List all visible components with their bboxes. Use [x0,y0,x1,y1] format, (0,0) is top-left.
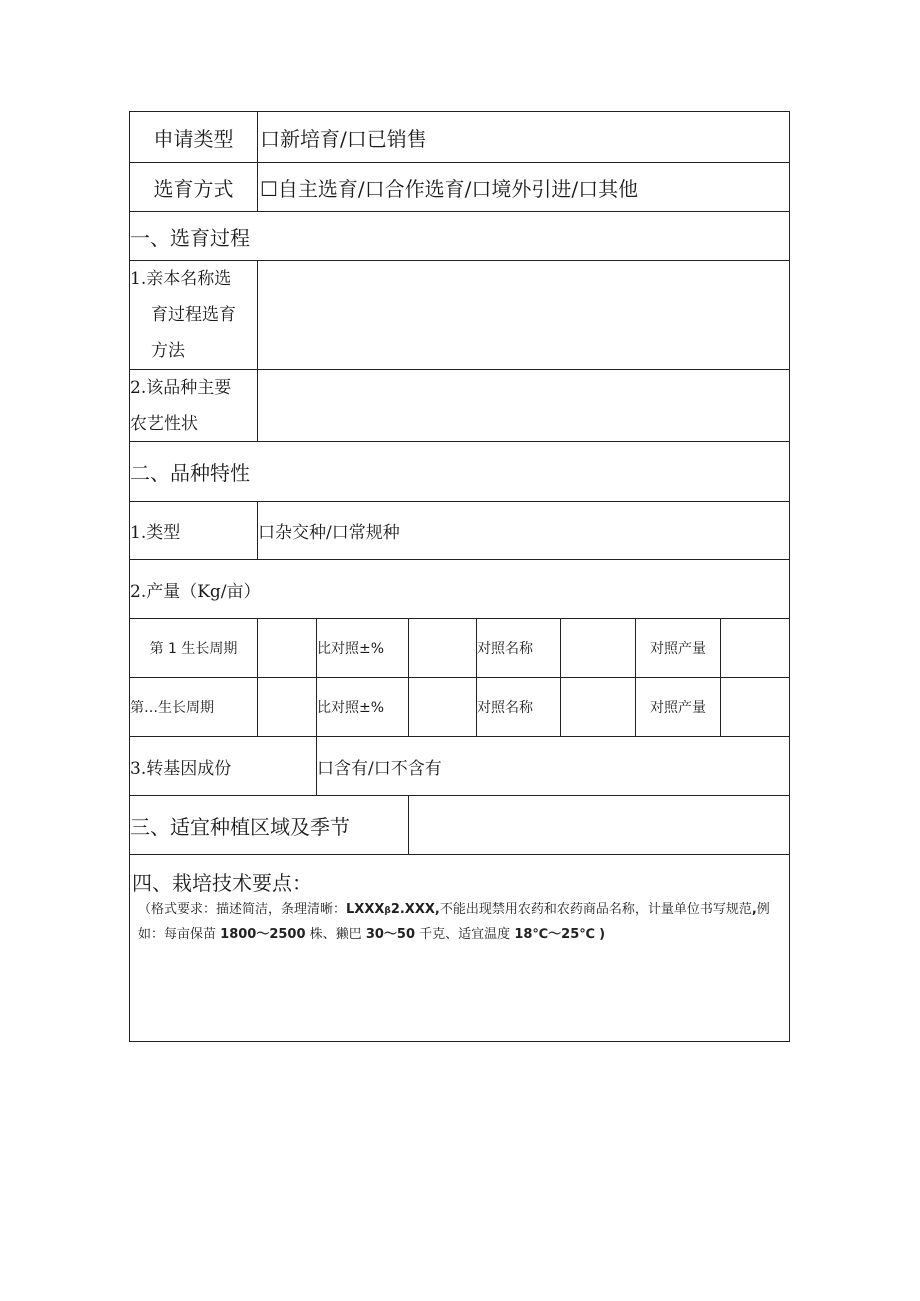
note-part-c: β [384,906,391,916]
yield-row2-period: 第…生长周期 [130,677,257,736]
note-part-f: , [751,902,757,917]
note-part-g: 例如：每亩保苗 [138,902,770,942]
agronomic-traits-label [130,369,257,441]
yield-row1-compare: 比对照±% [316,618,408,677]
type-options[interactable]: 口杂交种/口常规种 [257,501,789,559]
planting-region-field[interactable] [408,795,789,854]
agronomic-traits-label-line1: 2.该品种主要 [130,377,232,398]
yield-row2-compare-value[interactable] [408,677,476,736]
section2-title: 二、品种特性 [130,441,789,501]
parent-name-label [130,260,257,369]
section3-title: 三、适宜种植区域及季节 [130,795,408,854]
agronomic-traits-label-line2: 农艺性状 [130,413,198,434]
yield-row1-control-yield: 对照产量 [635,618,720,677]
yield-row1-compare-value[interactable] [408,618,476,677]
gmo-label: 3.转基因成份 [130,736,316,795]
note-part-j: 30〜50 [365,927,416,942]
yield-row2-period-value[interactable] [257,677,316,736]
cultivation-section[interactable] [130,854,789,1041]
note-part-k: 千克、适宜温度 [419,927,511,942]
application-type-label: 申请类型 [153,126,234,151]
note-part-m: ) [599,927,606,942]
yield-row1-period-value[interactable] [257,618,316,677]
type-label: 1.类型 [130,501,257,559]
section4-title: 四、栽培技术要点： [132,871,312,895]
note-part-h: 1800〜2500 [220,927,306,942]
yield-row2-control-name: 对照名称 [476,677,560,736]
note-part-d: 2.XXX, [390,902,440,917]
parent-name-field[interactable] [257,260,789,369]
note-part-e: 不能出现禁用农药和农药商品名称，计量单位书写规范 [439,902,752,917]
yield-row1-control-yield-value[interactable] [720,618,789,677]
gmo-options[interactable]: 口含有/口不含有 [316,736,789,795]
note-part-b: LXXX [346,902,385,917]
yield-label: 2.产量（Kg/亩） [130,559,789,618]
note-part-l: 18℃〜25℃ [514,927,595,942]
section1-title: 一、选育过程 [130,211,789,260]
breeding-method-options[interactable]: ☐自主选育/口合作选育/口境外引进/口其他 [257,162,789,211]
parent-name-label-line2: 育过程选育 [151,305,236,325]
yield-row2-compare: 比对照±% [316,677,408,736]
yield-row2-control-name-value[interactable] [560,677,635,736]
yield-row1-control-name: 对照名称 [476,618,560,677]
variety-form [129,111,790,1042]
yield-row1-control-name-value[interactable] [560,618,635,677]
agronomic-traits-field[interactable] [257,369,789,441]
yield-row1-period: 第 1 生长周期 [130,618,257,677]
format-requirements-note [138,898,783,946]
note-part-i: 株、獭巴 [309,927,362,942]
yield-row2-control-yield: 对照产量 [635,677,720,736]
parent-name-label-line3: 方法 [151,341,185,361]
note-part-a: （格式要求：描述简洁，条理清晰： [138,902,347,917]
breeding-method-label: 选育方式 [130,162,257,211]
yield-row2-control-yield-value[interactable] [720,677,789,736]
parent-name-label-line1: 1.亲本名称选 [130,269,232,289]
application-type-options[interactable]: 口新培育/口已销售 [257,112,789,162]
